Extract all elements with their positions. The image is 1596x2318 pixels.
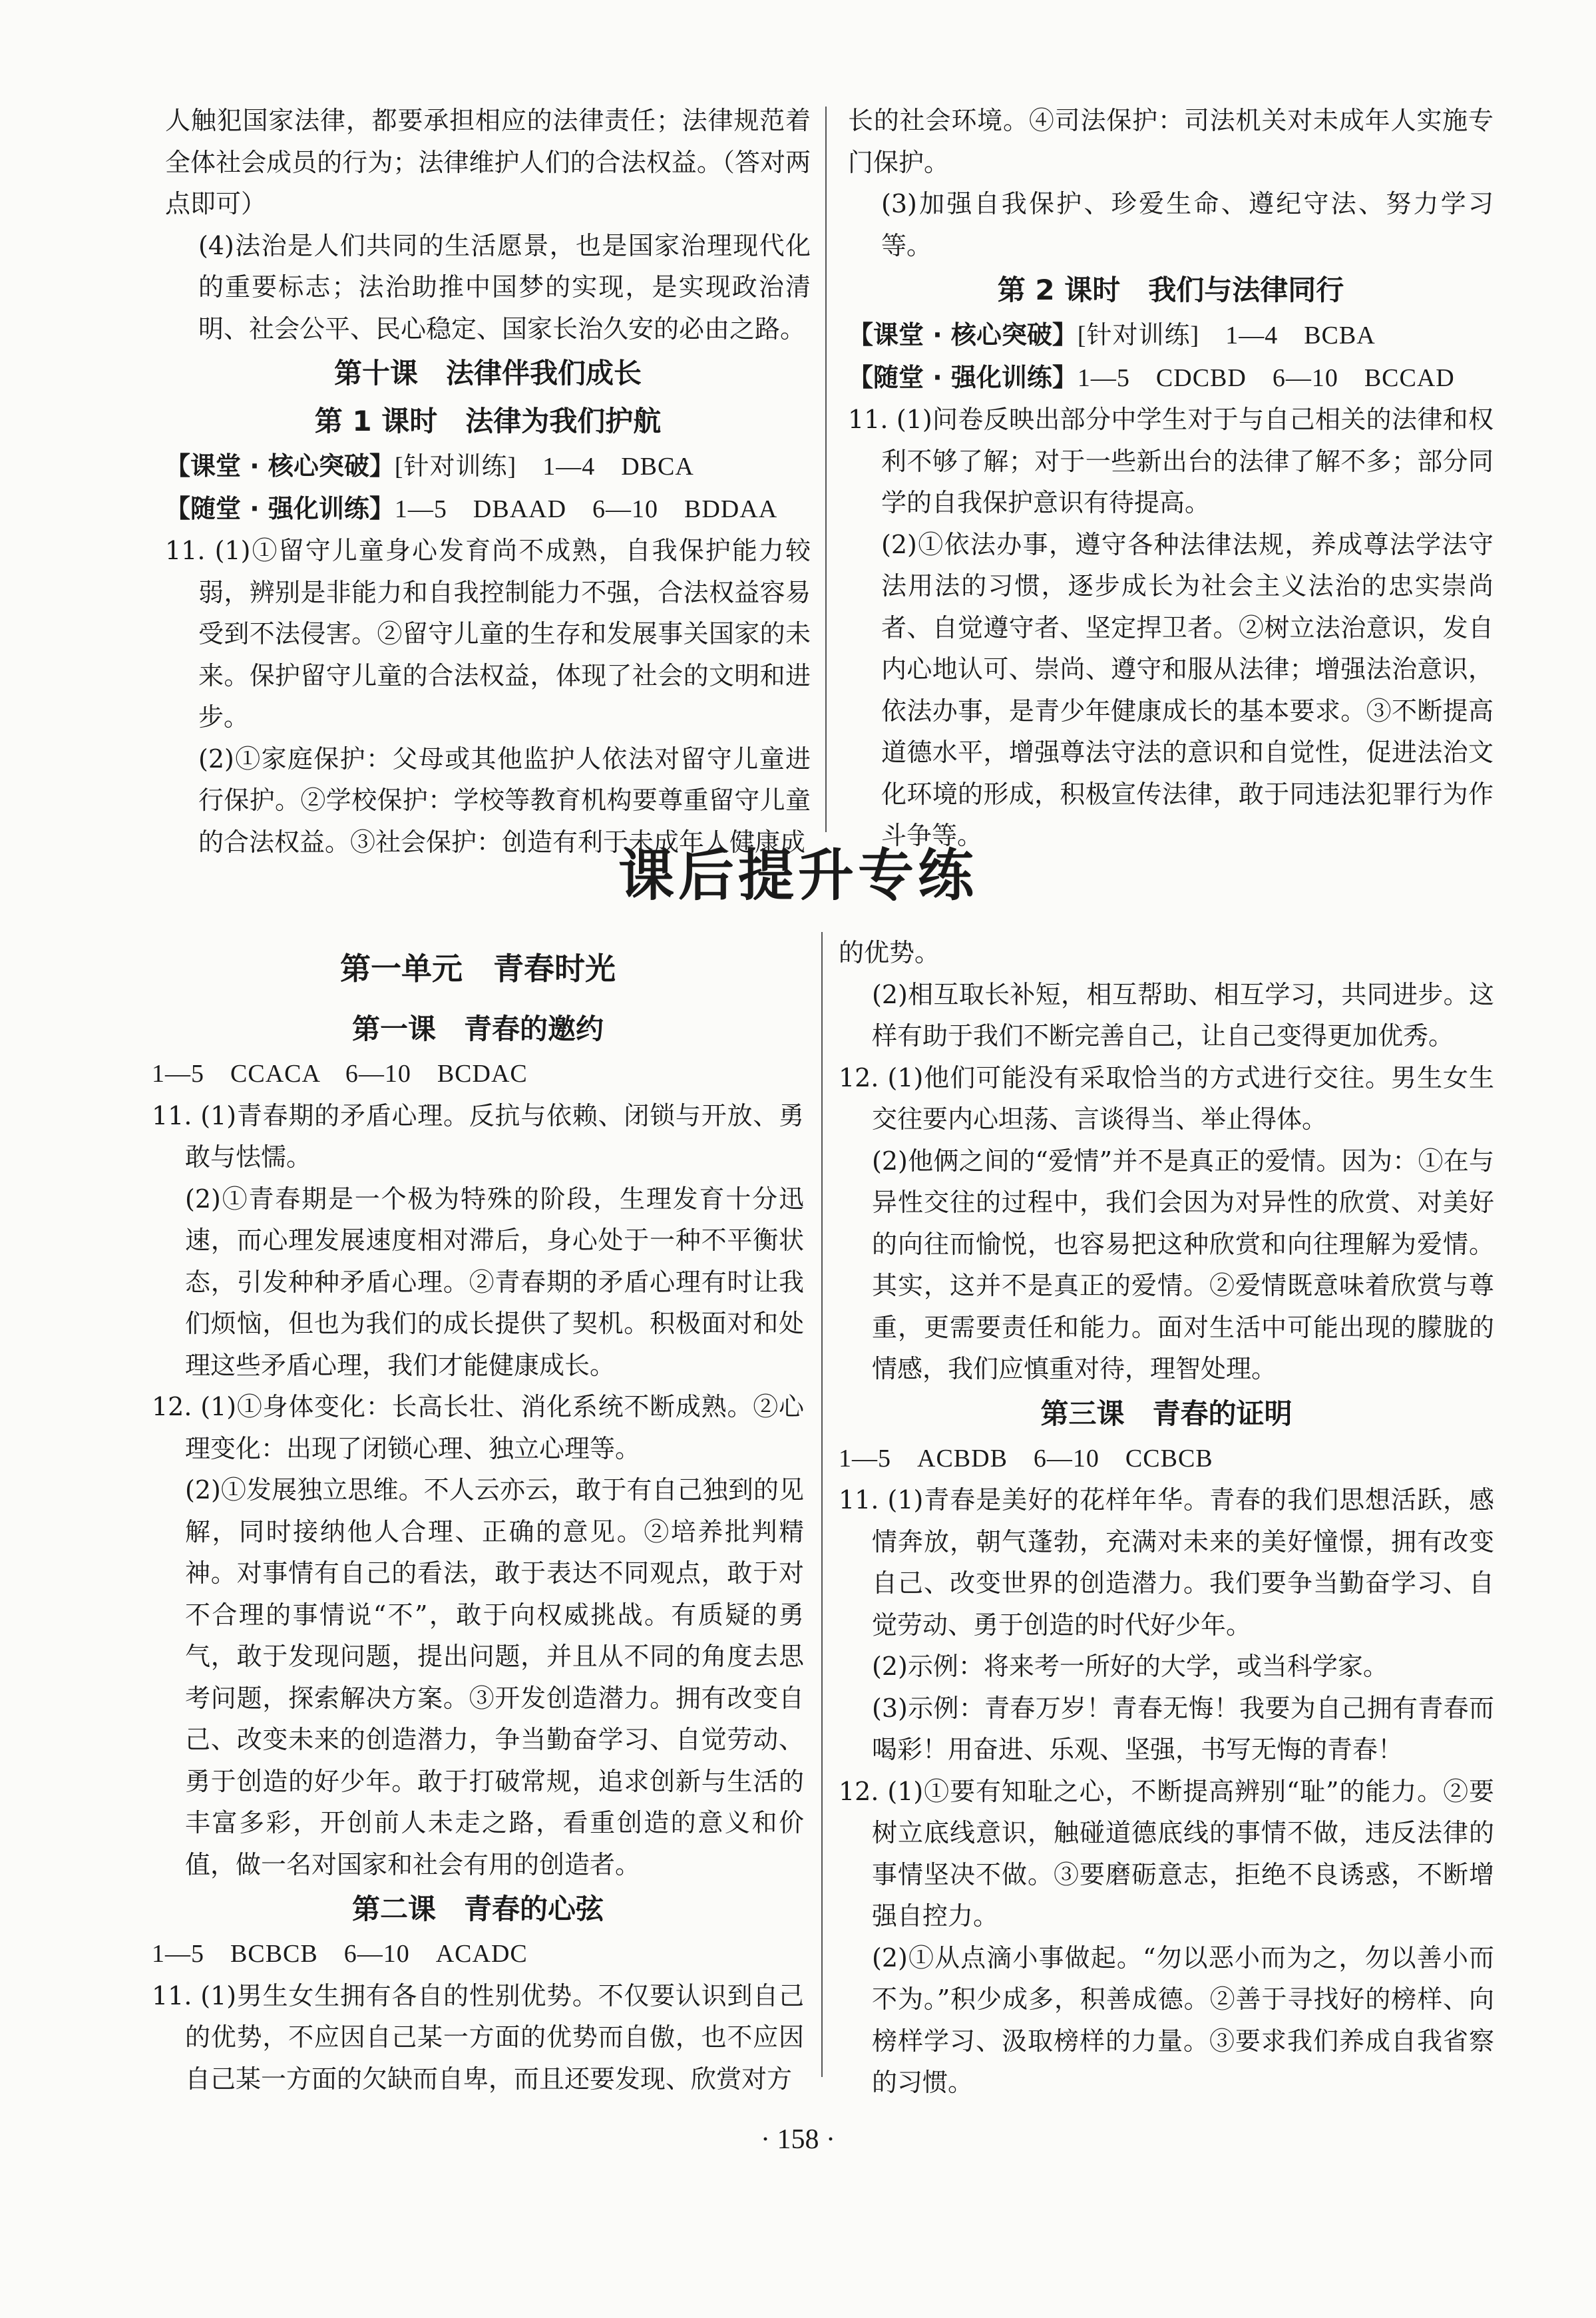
question-answer: 11. (1)①留守儿童身心发育尚不成熟，自我保护能力较弱，辨别是非能力和自我控制能力不强，合法权益容易受到不法侵害。②留守儿童的生存和发展事关国家的未来。保护留守儿童的合法权益，体现了社会的文明和进步。 xyxy=(165,536,811,732)
answer-label: 【课堂 · 核心突破】 xyxy=(848,320,1078,349)
question-answer: 12. (1)①身体变化：长高长壮、消化系统不断成熟。②心理变化：出现了闭锁心理、独立心理等。 xyxy=(152,1392,804,1463)
paragraph: (2)相互取长补短，相互帮助、相互学习，共同进步。这样有助于我们不断完善自己，让自己变得更加优秀。 xyxy=(872,979,1494,1050)
question-answer: 12. (1)他们可能没有采取恰当的方式进行交往。男生女生交往要内心坦荡、言谈得当、举止得体。 xyxy=(839,1062,1494,1134)
column-bottom-left xyxy=(152,932,804,2100)
section-title: 第 1 课时 法律为我们护航 xyxy=(314,405,662,437)
answer-text: [针对训练] 1—4 BCBA xyxy=(1077,322,1376,349)
answer-label: 【随堂 · 强化训练】 xyxy=(165,493,395,523)
section-title: 第 2 课时 我们与法律同行 xyxy=(997,274,1344,306)
answer-line xyxy=(165,488,811,531)
question-answer: (2)①从点滴小事做起。“勿以恶小而为之，勿以善小而不为。”积少成多，积善成德。②善于寻找好的榜样、向榜样学习、汲取榜样的力量。③要求我们养成自我省察的习惯。 xyxy=(872,1943,1494,2097)
paragraph: 人触犯国家法律，都要承担相应的法律责任；法律规范着全体社会成员的行为；法律维护人们的合法权益。（答对两点即可） xyxy=(165,106,811,218)
answer-text: 1—5 DBAAD 6—10 BDDAA xyxy=(394,495,778,523)
question-answer: 11. (1)问卷反映出部分中学生对于与自己相关的法律和权利不够了解；对于一些新出台的法律了解不多；部分同学的自我保护意识有待提高。 xyxy=(848,405,1494,517)
question-answer: 12. (1)①要有知耻之心，不断提高辨别“耻”的能力。②要树立底线意识，触碰道德底线的事情不做，违反法律的事情坚决不做。③要磨砺意志，拒绝不良诱惑，不断增强自控力。 xyxy=(839,1776,1494,1931)
answer-line: 1—5 ACBDB 6—10 CCBCB xyxy=(839,1444,1213,1473)
question-answer: 11. (1)青春期的矛盾心理。反抗与依赖、闭锁与开放、勇敢与怯懦。 xyxy=(152,1100,804,1172)
question-answer: 11. (1)青春是美好的花样年华。青春的我们思想活跃，感情奔放，朝气蓬勃，充满对未来的美好憧憬，拥有改变自己、改变世界的创造潜力。我们要争当勤奋学习、自觉劳动、勇于创造的时代好少年。 xyxy=(839,1485,1494,1640)
question-answer: (2)①发展独立思维。不人云亦云，敢于有自己独到的见解，同时接纳他人合理、正确的意见。②培养批判精神。对事情有自己的看法，敢于表达不同观点，敢于对不合理的事情说“不”，敢于向权威挑战。有质疑的勇气，敢于发现问题，提出问题，并且从不同的角度去思考问题，探索解决方案。③开发创造潜力。拥有改变自己、改变未来的创造潜力，争当勤奋学习、自觉劳动、勇于创造的好少年。敢于打破常规，追求创新与生活的丰富多彩，开创前人未走之路，看重创造的意义和价值，做一名对国家和社会有用的创造者。 xyxy=(185,1475,804,1879)
question-answer: 11. (1)男生女生拥有各自的性别优势。不仅要认识到自己的优势，不应因自己某一方面的优势而自傲，也不应因自己某一方面的欠缺而自卑，而且还要发现、欣赏对方 xyxy=(152,1980,804,2094)
column-top-left xyxy=(165,100,811,863)
column-divider-top xyxy=(825,107,827,832)
question-answer: (2)示例：将来考一所好的大学，或当科学家。 xyxy=(872,1652,1388,1681)
paragraph: 的优势。 xyxy=(839,938,940,967)
answer-line xyxy=(848,357,1494,399)
lesson-title: 第十课 法律伴我们成长 xyxy=(333,357,642,389)
paragraph: 长的社会环境。④司法保护：司法机关对未成年人实施专门保护。 xyxy=(848,106,1494,177)
answer-line: 1—5 BCBCB 6—10 ACADC xyxy=(152,1940,528,1968)
lesson-title: 第一课 青春的邀约 xyxy=(351,1013,604,1045)
answer-line: 1—5 CCACA 6—10 BCDAC xyxy=(152,1060,528,1088)
paragraph: (4)法治是人们共同的生活愿景，也是国家治理现代化的重要标志；法治助推中国梦的实现，是实现政治清明、社会公平、民心稳定、国家长治久安的必由之路。 xyxy=(198,230,811,344)
unit-title: 第一单元 青春时光 xyxy=(340,951,616,987)
answer-line xyxy=(165,445,811,488)
column-divider-bottom xyxy=(821,932,823,2077)
answer-line xyxy=(848,314,1494,357)
answer-text: [针对训练] 1—4 DBCA xyxy=(394,453,694,481)
lesson-title: 第二课 青春的心弦 xyxy=(351,1893,604,1925)
answer-text: 1—5 CDCBD 6—10 BCCAD xyxy=(1077,363,1455,392)
question-answer: (2)①青春期是一个极为特殊的阶段，生理发育十分迅速，而心理发展速度相对滞后，身心处于一种不平衡状态，引发种种矛盾心理。②青春期的矛盾心理有时让我们烦恼，但也为我们的成长提供了契机。积极面对和处理这些矛盾心理，我们才能健康成长。 xyxy=(185,1184,804,1380)
question-answer: (3)示例：青春万岁！青春无悔！我要为自己拥有青春而喝彩！用奋进、乐观、坚强，书写无悔的青春！ xyxy=(872,1693,1494,1764)
question-answer: (2)①依法办事，遵守各种法律法规，养成尊法学法守法用法的习惯，逐步成长为社会主义法治的忠实崇尚者、自觉遵守者、坚定捍卫者。②树立法治意识，发自内心地认可、崇尚、遵守和服从法律；增强法治意识，依法办事，是青少年健康成长的基本要求。③不断提高道德水平，增强尊法守法的意识和自觉性，促进法治文化环境的形成，积极宣传法律，敢于同违法犯罪行为作斗争等。 xyxy=(881,529,1494,850)
question-answer: (2)①家庭保护：父母或其他监护人依法对留守儿童进行保护。②学校保护：学校等教育机构要尊重留守儿童的合法权益。③社会保护：创造有利于未成年人健康成 xyxy=(198,744,811,857)
lesson-title: 第三课 青春的证明 xyxy=(1040,1397,1293,1430)
answer-label: 【课堂 · 核心突破】 xyxy=(165,451,395,481)
page-number: · 158 · xyxy=(761,2124,835,2155)
page-title: 课后提升专练 xyxy=(618,843,978,908)
paragraph: (3)加强自我保护、珍爱生命、遵纪守法、努力学习等。 xyxy=(881,189,1494,260)
column-bottom-right xyxy=(839,932,1494,2104)
column-top-right xyxy=(848,100,1494,857)
question-answer: (2)他俩之间的“爱情”并不是真正的爱情。因为：①在与异性交往的过程中，我们会因为对异性的欣赏、对美好的向往而愉悦，也容易把这种欣赏和向往理解为爱情。其实，这并不是真正的爱情。②爱情既意味着欣赏与尊重，更需要责任和能力。面对生活中可能出现的朦胧的情感，我们应慎重对待，理智处理。 xyxy=(872,1146,1494,1383)
answer-label: 【随堂 · 强化训练】 xyxy=(848,362,1078,392)
